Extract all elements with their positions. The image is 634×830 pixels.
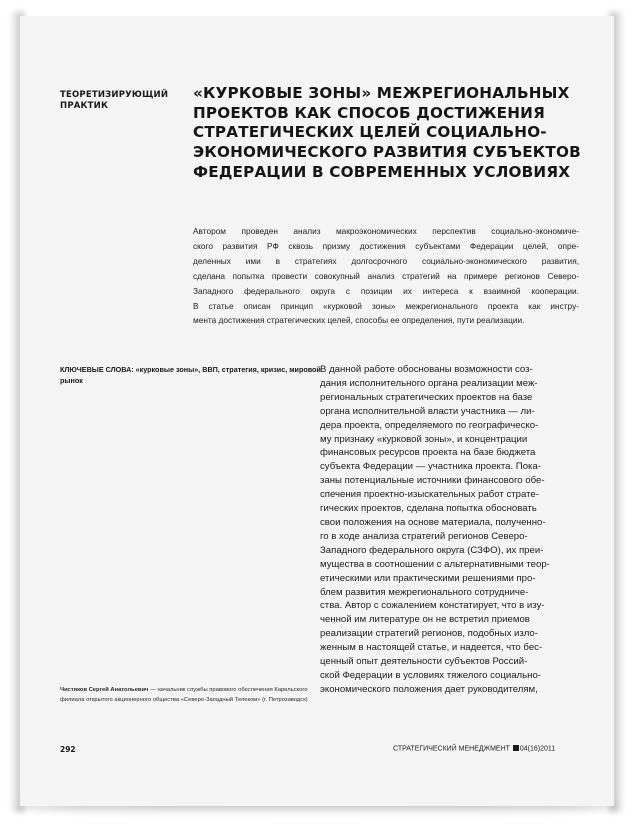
title-line-4: ЭКОНОМИЧЕСКОГО РАЗВИТИЯ СУБЪЕКТОВ [193, 143, 581, 162]
body-line: му признаку «курковой зоны», и концентрации [320, 433, 528, 445]
body-line: региональных стратегических проектов на базе [320, 391, 533, 403]
author-note-line-2: филиала открытого акционерного общества «Северо-Западный Телеком» (г. Петрозаводск) [60, 696, 308, 703]
author-note [60, 686, 318, 705]
body-line: ской Федерации в условиях тяжелого социально- [320, 669, 541, 681]
title-line-3: СТРАТЕГИЧЕСКИХ ЦЕЛЕЙ СОЦИАЛЬНО- [193, 123, 547, 142]
article-body [320, 363, 582, 697]
abstract-line-7: мента достижения стратегических целей, способы ее определения, пути реализации. [193, 315, 525, 326]
body-line: экономического положения дает руководителям, [320, 683, 538, 695]
body-line: гических проектов, сделана попытка обосновать [320, 503, 537, 515]
body-line: органа исполнительной власти участника — ли- [320, 405, 535, 417]
author-note-line-1 [60, 686, 318, 696]
body-line: мущества в соотношении с альтернативными теор- [320, 558, 550, 570]
body-line: ства. Автор с сожалением констатирует, что в изу- [320, 600, 545, 612]
title-line-5: ФЕДЕРАЦИИ В СОВРЕМЕННЫХ УСЛОВИЯХ [193, 162, 571, 181]
journal-issue: 04(16)2011 [519, 745, 556, 753]
author-name: Чистяков Сергей Анатольевич [60, 687, 149, 693]
author-position: — начальник службы правового обеспечения Карельского [148, 687, 308, 693]
body-line: ценный опыт деятельности субъектов Россий- [320, 656, 528, 668]
body-line: реализации стратегий регионов, подобных изло- [320, 628, 538, 640]
article-abstract [193, 224, 579, 328]
keywords: КЛЮЧЕВЫЕ СЛОВА: «курковые зоны», ВВП, стратегия, кризис, мировой рынок [60, 365, 321, 385]
section-label [60, 90, 180, 112]
abstract-line-4: сделана попытка провести совокупный анализ стратегий на примере регионов Северо- [193, 270, 579, 281]
body-line: свои положения на основе материала, полученно- [320, 516, 546, 528]
body-line: В данной работе обоснованы возможности соз- [320, 364, 533, 375]
page-number: 292 [60, 745, 76, 754]
abstract-line-3: деленных ими в стратегиях долгосрочного социально-экономического развития, [193, 255, 579, 266]
journal-footer [393, 745, 583, 753]
section-label-line-2: ПРАКТИК [60, 101, 109, 111]
body-line: спечения проектно-изыскательных работ страте- [320, 489, 539, 501]
body-line: заны потенциальные источники финансового обе- [320, 475, 545, 487]
body-line: Западного федерального округа (СЗФО), их преи- [320, 544, 544, 556]
body-line: женным в настоящей статье, и надеется, что бес- [320, 642, 543, 654]
title-line-2: ПРОЕКТОВ КАК СПОСОБ ДОСТИЖЕНИЯ [193, 103, 545, 122]
body-line: дера проекта, определяемого по географическо- [320, 419, 539, 431]
section-label-line-1: ТЕОРЕТИЗИРУЮЩИЙ [60, 90, 169, 100]
body-line: го в ходе анализа стратегий регионов Северо- [320, 530, 528, 542]
abstract-line-6: В статье описан принцип «курковой зоны» межрегионального проекта как инстру- [193, 300, 579, 311]
body-line: субъекта Федерации — участника проекта. Пока- [320, 461, 541, 473]
title-line-1: «КУРКОВЫЕ ЗОНЫ» МЕЖРЕГИОНАЛЬНЫХ [193, 84, 570, 102]
journal-title: СТРАТЕГИЧЕСКИЙ МЕНЕДЖМЕНТ [393, 745, 510, 753]
abstract-line-1: Автором проведен анализ макроэкономических перспектив социально-экономиче- [193, 226, 579, 236]
body-line: ченной им литературе он не встретил приемов [320, 614, 530, 626]
square-bullet-icon [513, 745, 519, 751]
body-line: финансовых ресурсов проекта на базе бюджета [320, 447, 536, 459]
abstract-line-5: Западного федерального округа с позиции их интереса к взаимной кооперации. [193, 285, 579, 296]
body-line: блем развития межрегионального сотрудниче- [320, 586, 529, 598]
article-title [193, 84, 581, 183]
body-line: дания исполнительного органа реализации меж- [320, 377, 538, 389]
body-line: етическими или практическими решениями про- [320, 572, 536, 584]
abstract-line-2: ского развития РФ сквозь призму достижения субъектами Федерации целей, опре- [193, 240, 579, 251]
